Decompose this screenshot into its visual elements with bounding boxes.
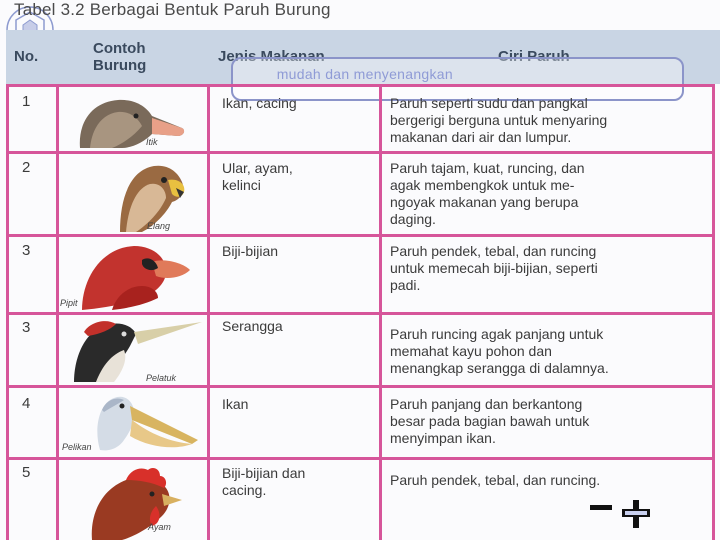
beak-line: ngoyak makanan yang berupa xyxy=(390,194,579,210)
grid-hline xyxy=(6,234,715,237)
table-title: Tabel 3.2 Berbagai Bentuk Paruh Burung xyxy=(14,0,331,19)
pipit-bird-image xyxy=(82,240,192,310)
row-number: 2 xyxy=(22,159,31,176)
beak-line: Paruh seperti sudu dan pangkal xyxy=(390,95,588,111)
plus-icon[interactable] xyxy=(620,500,652,528)
row-number: 4 xyxy=(22,395,31,412)
grid-hline xyxy=(6,312,715,315)
pelikan-bird-image xyxy=(80,390,200,454)
ayam-bird-image xyxy=(86,466,196,540)
food-line: Biji-bijian dan xyxy=(222,465,306,481)
food-line: Biji-bijian xyxy=(222,243,279,259)
beak-line: menyimpan ikan. xyxy=(390,430,496,446)
bird-name-label: Itik xyxy=(146,137,158,147)
beak-line: Paruh tajam, kuat, runcing, dan xyxy=(390,160,585,176)
beak-line: agak membengkok untuk me- xyxy=(390,177,575,193)
food-line: cacing. xyxy=(222,482,267,498)
header-contoh-line1: Contoh xyxy=(93,40,146,57)
beak-line: besar pada bagian bawah untuk xyxy=(390,413,590,429)
food-line: Ikan xyxy=(222,396,249,412)
header-ciri-paruh: Ciri Paruh xyxy=(498,48,570,65)
grid-hline xyxy=(6,84,715,87)
bird-name-label: Elang xyxy=(147,221,171,231)
beak-line: memahat kayu pohon dan xyxy=(390,343,552,359)
row-number: 5 xyxy=(22,464,31,481)
beak-line: makanan dari air dan lumpur. xyxy=(390,129,572,145)
row-number: 3 xyxy=(22,319,31,336)
header-no: No. xyxy=(14,48,39,65)
itik-bird-image xyxy=(72,92,190,148)
beak-line: daging. xyxy=(390,211,436,227)
bird-name-label: Pelatuk xyxy=(146,373,177,383)
beak-line: untuk memecah biji-bijian, seperti xyxy=(390,260,598,276)
row-number: 1 xyxy=(22,93,31,110)
pelatuk-bird-image xyxy=(70,316,205,382)
overlay-text: mudah dan menyenangkan xyxy=(276,66,453,82)
food-line: Ikan, cacing xyxy=(222,95,297,111)
beak-line: menangkap serangga di dalamnya. xyxy=(390,360,609,376)
food-line: Ular, ayam, xyxy=(222,160,293,176)
beak-line: Paruh runcing agak panjang untuk xyxy=(390,326,604,342)
beak-line: padi. xyxy=(390,277,421,293)
bird-name-label: Ayam xyxy=(148,522,171,532)
beak-line: Paruh panjang dan berkantong xyxy=(390,396,583,412)
grid-hline xyxy=(6,385,715,388)
bird-name-label: Pipit xyxy=(60,298,78,308)
beak-line: Paruh pendek, tebal, dan runcing xyxy=(390,243,597,259)
grid-hline xyxy=(6,457,715,460)
minus-icon[interactable] xyxy=(590,505,612,510)
header-jenis-makanan: Jenis Makanan xyxy=(218,48,325,65)
grid-hline xyxy=(6,151,715,154)
food-line: kelinci xyxy=(222,177,261,193)
bird-name-label: Pelikan xyxy=(62,442,92,452)
row-number: 3 xyxy=(22,242,31,259)
food-line: Serangga xyxy=(222,318,283,334)
beak-line: Paruh pendek, tebal, dan runcing. xyxy=(390,472,601,488)
header-contoh-line2: Burung xyxy=(93,57,147,74)
beak-line: bergerigi berguna untuk menyaring xyxy=(390,112,608,128)
